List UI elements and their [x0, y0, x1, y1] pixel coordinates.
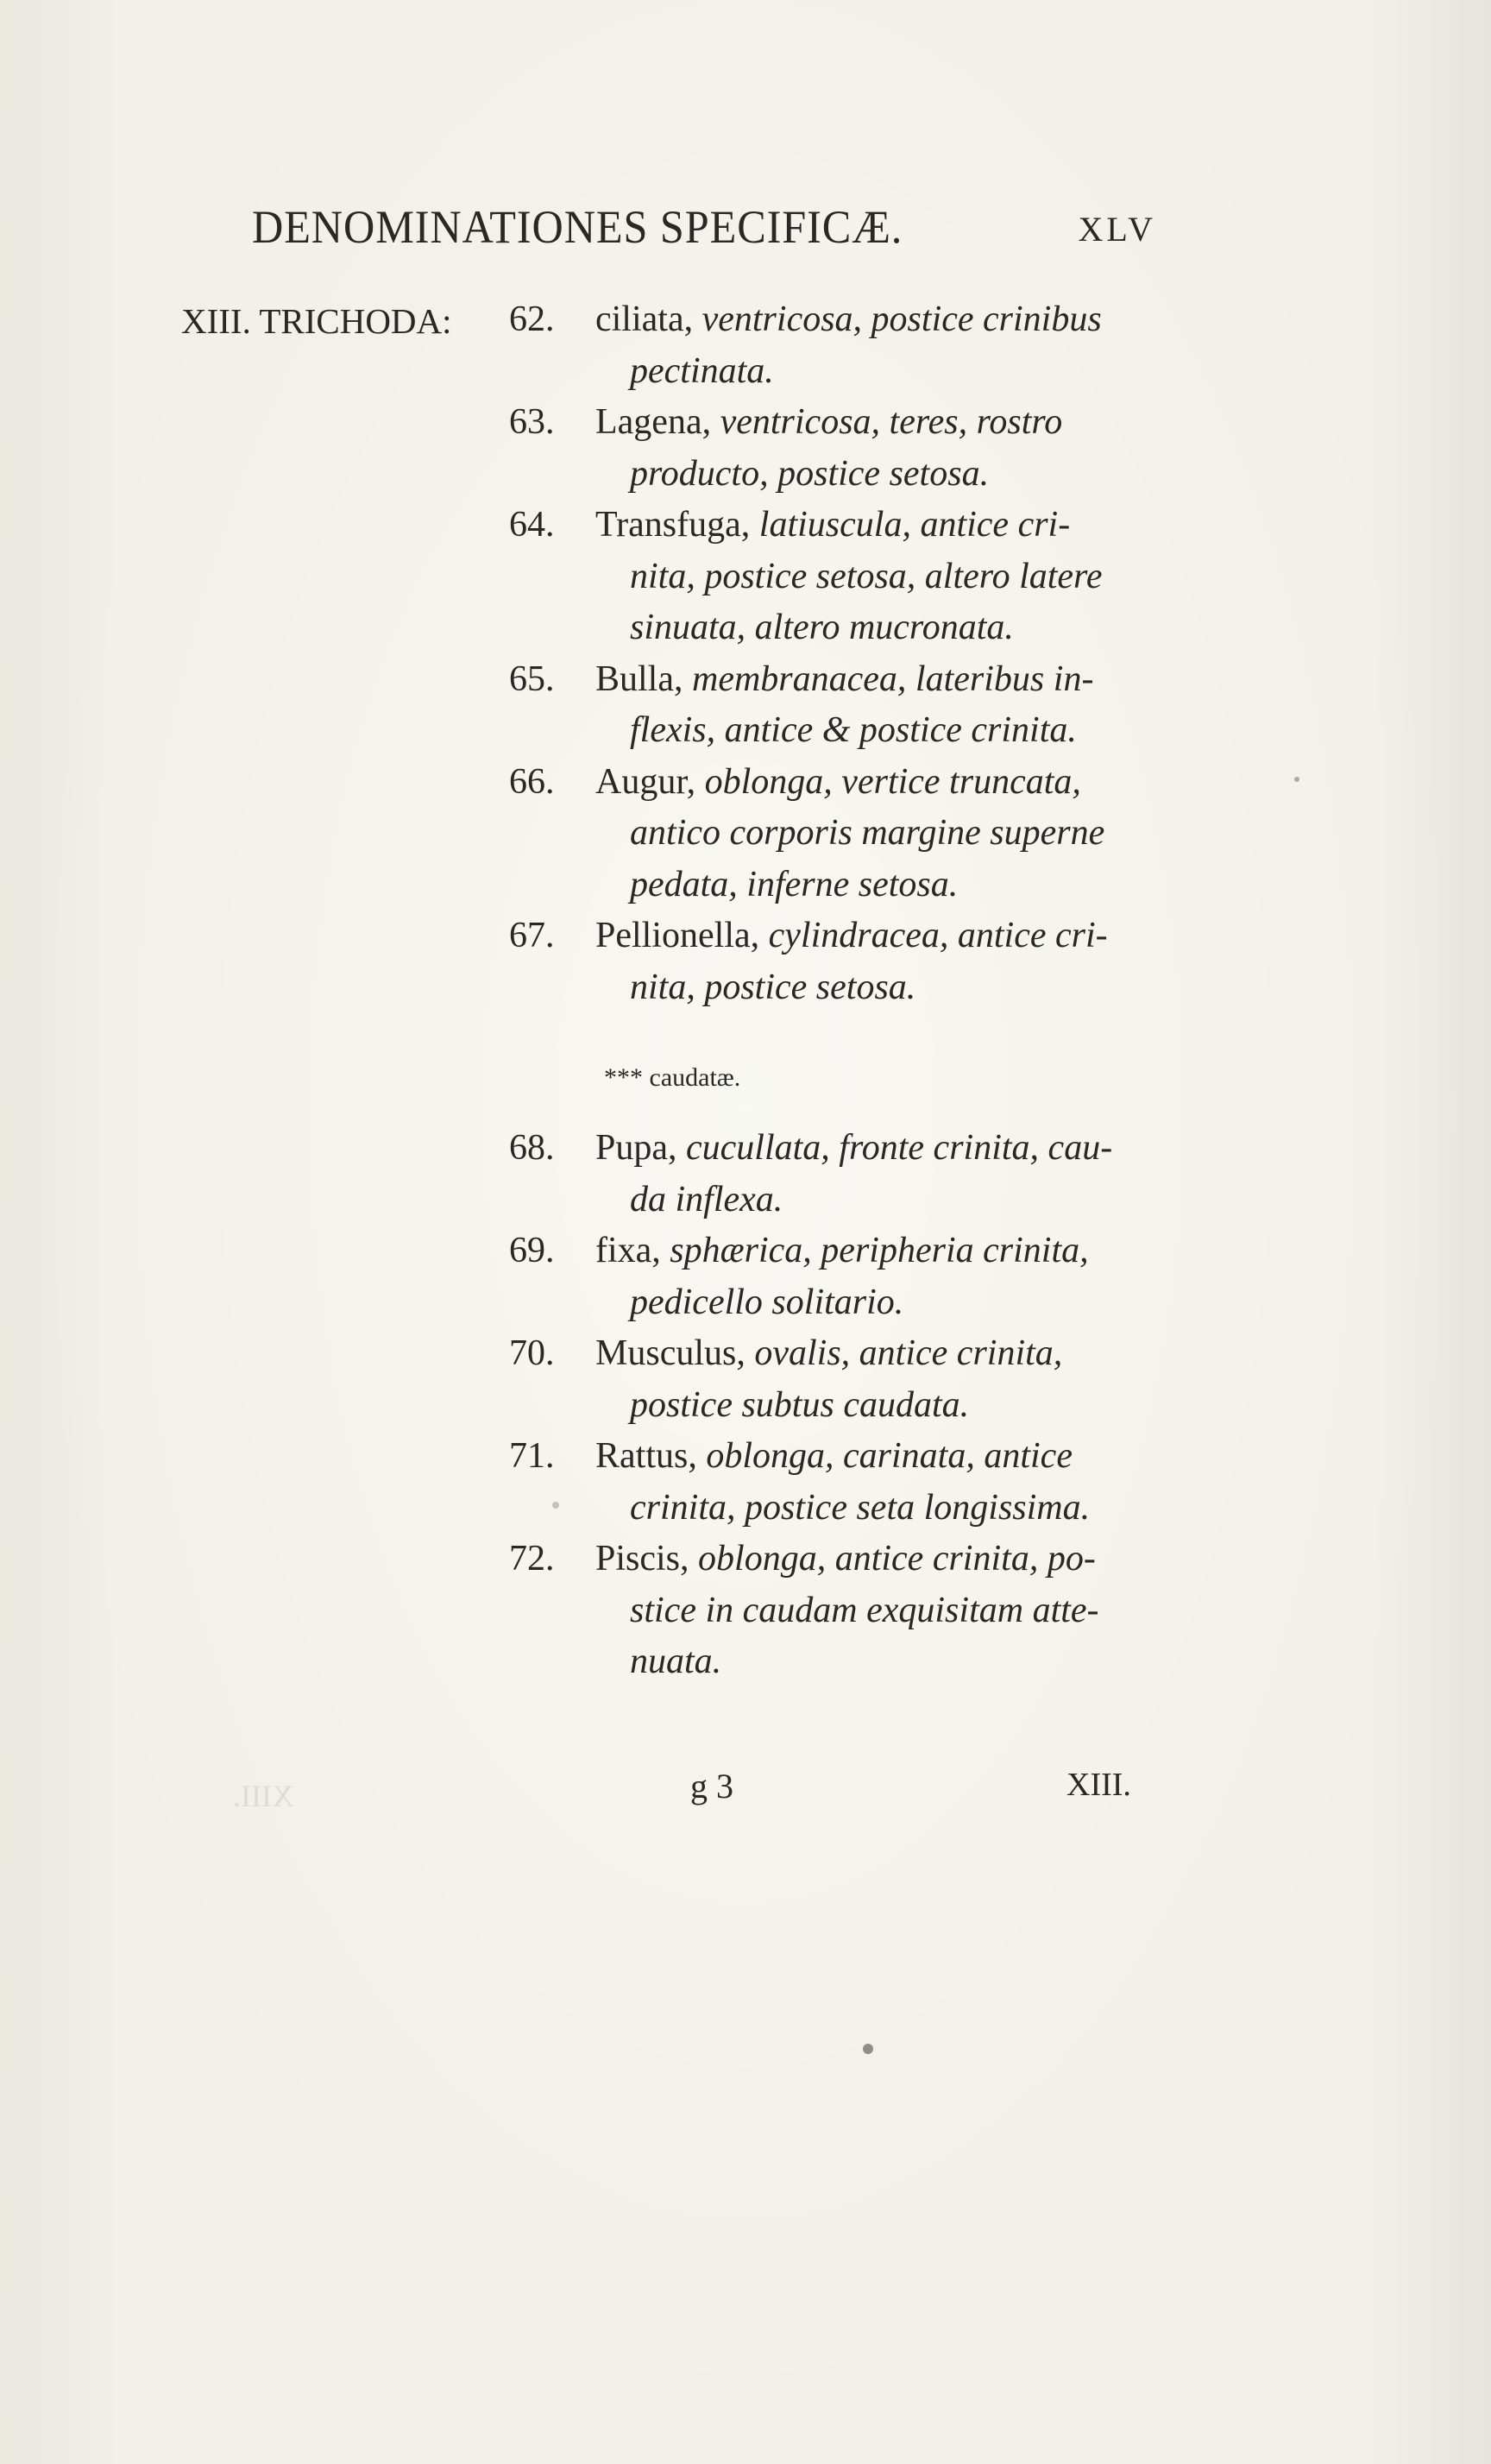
- latin-description: ventricosa, teres, rostro: [720, 402, 1063, 442]
- paper-speck: [863, 2044, 873, 2054]
- species-name: Pupa,: [595, 1128, 686, 1168]
- entry-number: 63.: [509, 402, 555, 442]
- latin-description: oblonga, vertice truncata,: [704, 761, 1081, 802]
- latin-description: ventricosa, postice crinibus: [701, 299, 1102, 339]
- latin-description: producto, postice setosa.: [630, 453, 990, 494]
- entry-line: [595, 659, 1093, 700]
- entry-line: [630, 709, 1077, 751]
- latin-description: stice in caudam exquisitam atte-: [630, 1590, 1099, 1630]
- latin-description: pectinata.: [630, 350, 774, 391]
- entry-number: 69.: [509, 1231, 555, 1270]
- paper-speck: [1294, 777, 1299, 782]
- latin-description: cylindracea, antice cri-: [768, 916, 1108, 955]
- printer-signature: g 3: [690, 1767, 733, 1805]
- latin-description: latiuscula, antice cri-: [758, 505, 1071, 545]
- entry-line: [595, 1435, 1073, 1477]
- entry-line: [595, 1538, 1096, 1579]
- latin-description: antico corporis margine superne: [630, 813, 1105, 853]
- latin-description: crinita, postice seta longissima.: [630, 1487, 1091, 1528]
- entry-number: 67.: [509, 916, 555, 955]
- species-name: Piscis,: [595, 1539, 699, 1579]
- species-name: Pellionella,: [595, 916, 769, 955]
- entry-line: [595, 1333, 1062, 1374]
- latin-description: pedata, inferne setosa.: [630, 864, 959, 904]
- entry-number: 72.: [509, 1539, 555, 1579]
- section-heading: *** caudatæ.: [604, 1063, 741, 1092]
- entry-number: 68.: [509, 1128, 555, 1168]
- latin-description: ovalis, antice crinita,: [754, 1333, 1063, 1373]
- entry-number: 66.: [509, 761, 555, 802]
- paper-speck: [552, 1502, 559, 1509]
- entry-line: [630, 1282, 903, 1323]
- latin-description: oblonga, antice crinita, po-: [698, 1539, 1096, 1579]
- species-name: Musculus,: [595, 1333, 755, 1373]
- entry-line: [595, 915, 1108, 956]
- entry-number: 62.: [509, 299, 555, 339]
- entry-line: [595, 1127, 1112, 1169]
- species-name: Transfuga,: [595, 505, 759, 545]
- show-through-text: XIII.: [233, 1779, 294, 1813]
- entry-number: 71.: [509, 1436, 555, 1476]
- entry-line: [595, 299, 1102, 340]
- latin-description: da inflexa.: [630, 1179, 783, 1219]
- species-name: Lagena,: [595, 402, 720, 442]
- entry-number: 70.: [509, 1333, 555, 1373]
- entry-line: [630, 812, 1104, 854]
- entry-line: [630, 864, 958, 905]
- entry-line: [630, 1179, 783, 1220]
- running-title: DENOMINATIONES SPECIFICÆ.: [252, 201, 903, 253]
- entry-line: [630, 453, 989, 495]
- entry-line: [630, 1590, 1099, 1631]
- entry-line: [630, 1641, 721, 1682]
- entry-number: 64.: [509, 505, 555, 545]
- entry-line: [630, 967, 915, 1008]
- latin-description: flexis, antice & postice crinita.: [630, 710, 1077, 750]
- entry-line: [595, 761, 1081, 803]
- latin-description: membranacea, lateribus in-: [692, 659, 1094, 699]
- latin-description: oblonga, carinata, antice: [706, 1436, 1073, 1476]
- running-header: [252, 200, 1156, 269]
- species-name: ciliata,: [595, 299, 702, 339]
- latin-description: sphærica, peripheria crinita,: [670, 1231, 1089, 1270]
- latin-description: pedicello solitario.: [630, 1282, 904, 1322]
- genus-label: XIII. TRICHODA:: [181, 301, 452, 341]
- page-number: XLV: [1078, 210, 1156, 249]
- catchword: XIII.: [1066, 1767, 1131, 1803]
- species-name: Rattus,: [595, 1436, 707, 1476]
- entry-line: [630, 1384, 969, 1426]
- species-name: Augur,: [595, 761, 705, 802]
- species-name: Bulla,: [595, 659, 692, 699]
- latin-description: nuata.: [630, 1642, 722, 1681]
- latin-description: postice subtus caudata.: [630, 1384, 970, 1425]
- entry-line: [630, 350, 774, 392]
- species-name: fixa,: [595, 1231, 670, 1270]
- entry-line: [595, 1230, 1089, 1271]
- entry-line: [630, 607, 1014, 648]
- latin-description: cucullata, fronte crinita, cau-: [686, 1128, 1113, 1168]
- entry-line: [595, 401, 1062, 443]
- entry-line: [630, 1487, 1090, 1528]
- latin-description: nita, postice setosa.: [630, 967, 916, 1007]
- entry-number: 65.: [509, 659, 555, 699]
- entry-line: [630, 556, 1102, 597]
- latin-description: sinuata, altero mucronata.: [630, 608, 1014, 647]
- latin-description: nita, postice setosa, altero latere: [630, 556, 1103, 596]
- entry-line: [595, 504, 1070, 545]
